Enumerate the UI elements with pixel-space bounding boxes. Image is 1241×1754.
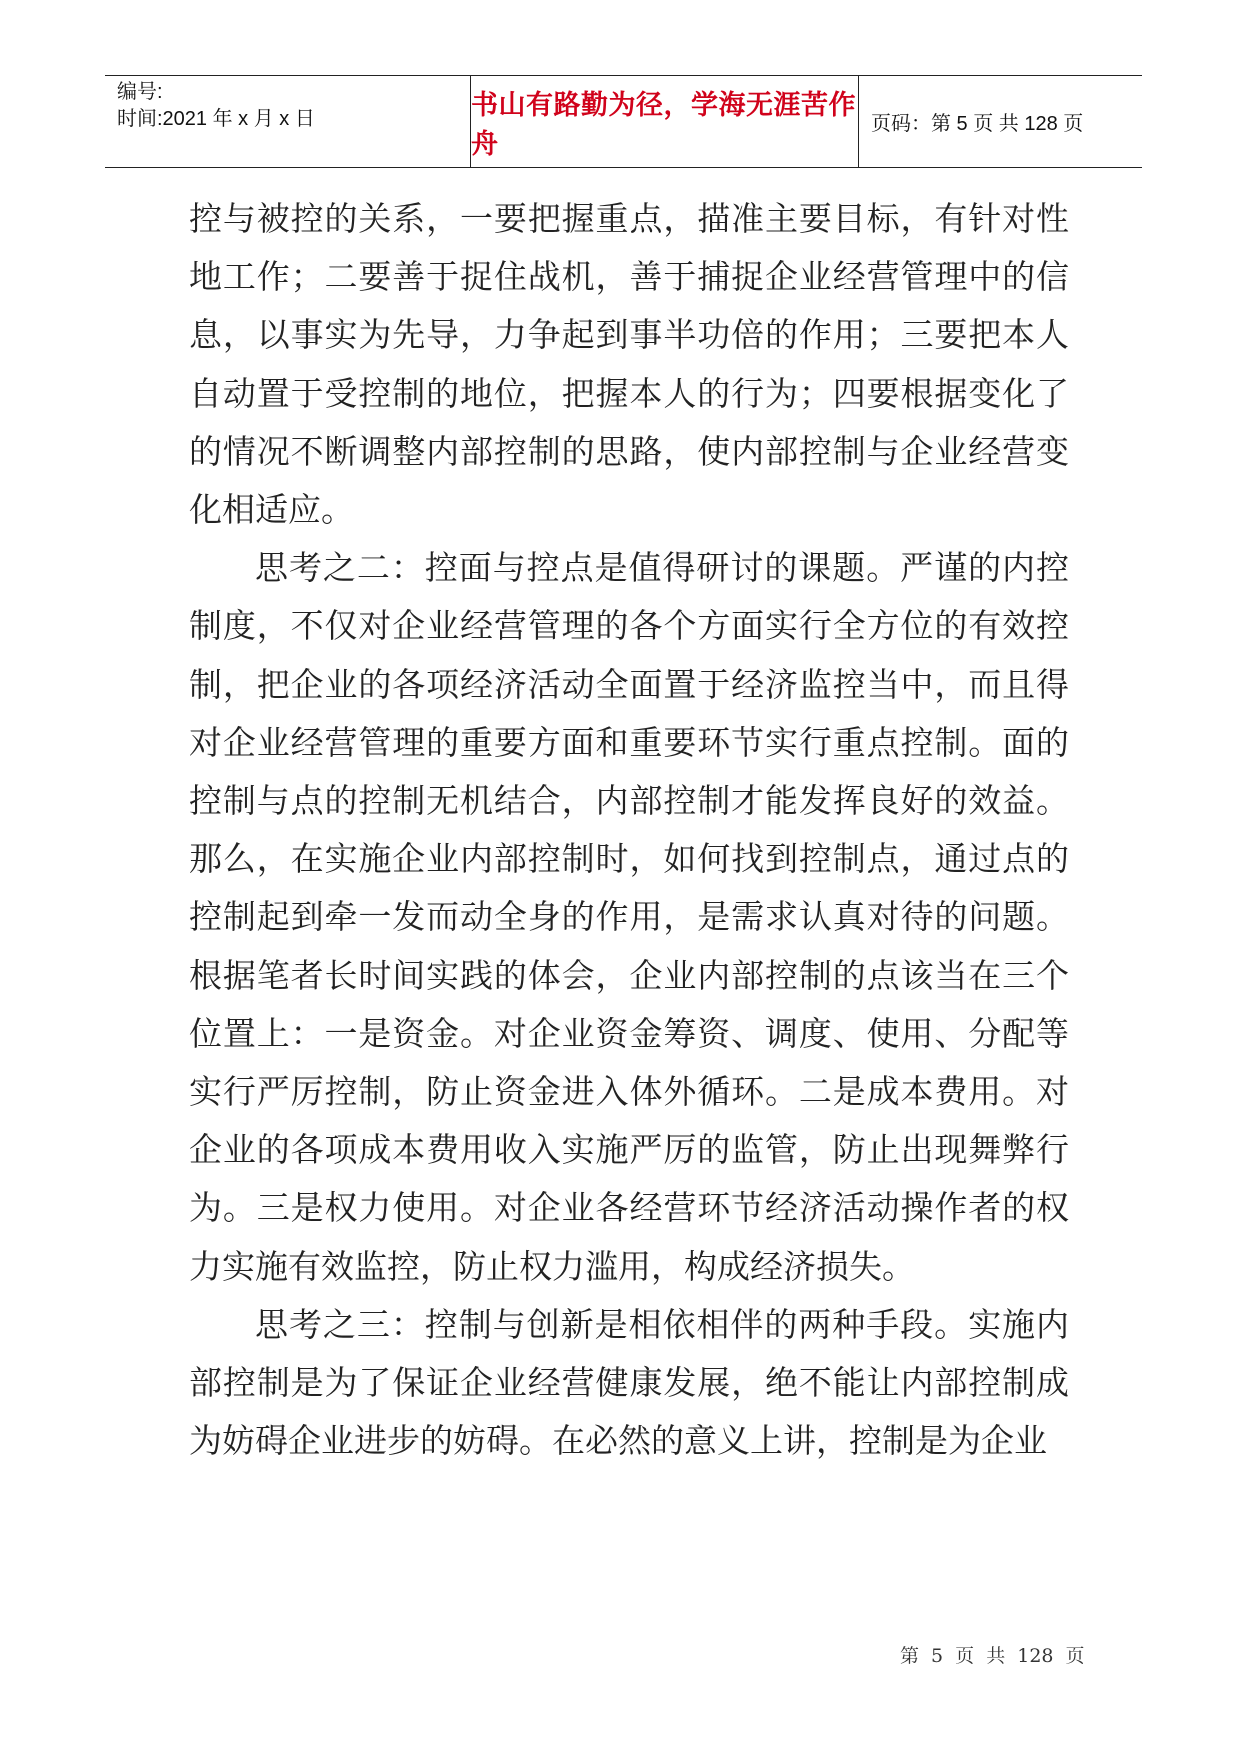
page-footer: 第 5 页 共 128 页 — [900, 1645, 1085, 1667]
document-time-label: 时间:2021 年 x 月 x 日 — [117, 108, 315, 130]
paragraph: 思考之三：控制与创新是相依相伴的两种手段。实施内部控制是为了保证企业经营健康发展，绝不能让内部控制成为妨碍企业进步的妨碍。在必然的意义上讲，控制是为企业 — [189, 1304, 1069, 1461]
header-divider — [858, 76, 859, 167]
page-header — [105, 75, 1142, 168]
paragraph: 控与被控的关系，一要把握重点，描准主要目标，有针对性地工作；二要善于捉住战机，善于捕捉企业经营管理中的信息，以事实为先导，力争起到事半功倍的作用；三要把本人自动置于受控制的地位，把握本人的行为；四要根据变化了的情况不断调整内部控制的思路，使内部控制与企业经营变化相适应。 — [189, 199, 1069, 530]
document-number-label: 编号: — [117, 81, 163, 103]
paragraph: 思考之二：控面与控点是值得研讨的课题。严谨的内控制度，不仅对企业经营管理的各个方面实行全方位的有效控制，把企业的各项经济活动全面置于经济监控当中，而且得对企业经营管理的重要方面和重要环节实行重点控制。面的控制与点的控制无机结合，内部控制才能发挥良好的效益。那么，在实施企业内部控制时，如何找到控制点，通过点的控制起到牵一发而动全身的作用，是需求认真对待的问题。根据笔者长时间实践的体会，企业内部控制的点该当在三个位置上：一是资金。对企业资金筹资、调度、使用、分配等实行严厉控制，防止资金进入体外循环。二是成本费用。对企业的各项成本费用收入实施严厉的监管，防止出现舞弊行为。三是权力使用。对企业各经营环节经济活动操作者的权力实施有效监控，防止权力滥用，构成经济损失。 — [189, 548, 1069, 1286]
header-page-info: 页码：第 5 页 共 128 页 — [871, 113, 1084, 135]
header-meta — [117, 76, 465, 167]
body-text — [189, 190, 1069, 1470]
header-motto: 书山有路勤为径，学海无涯苦作舟 — [471, 89, 856, 160]
